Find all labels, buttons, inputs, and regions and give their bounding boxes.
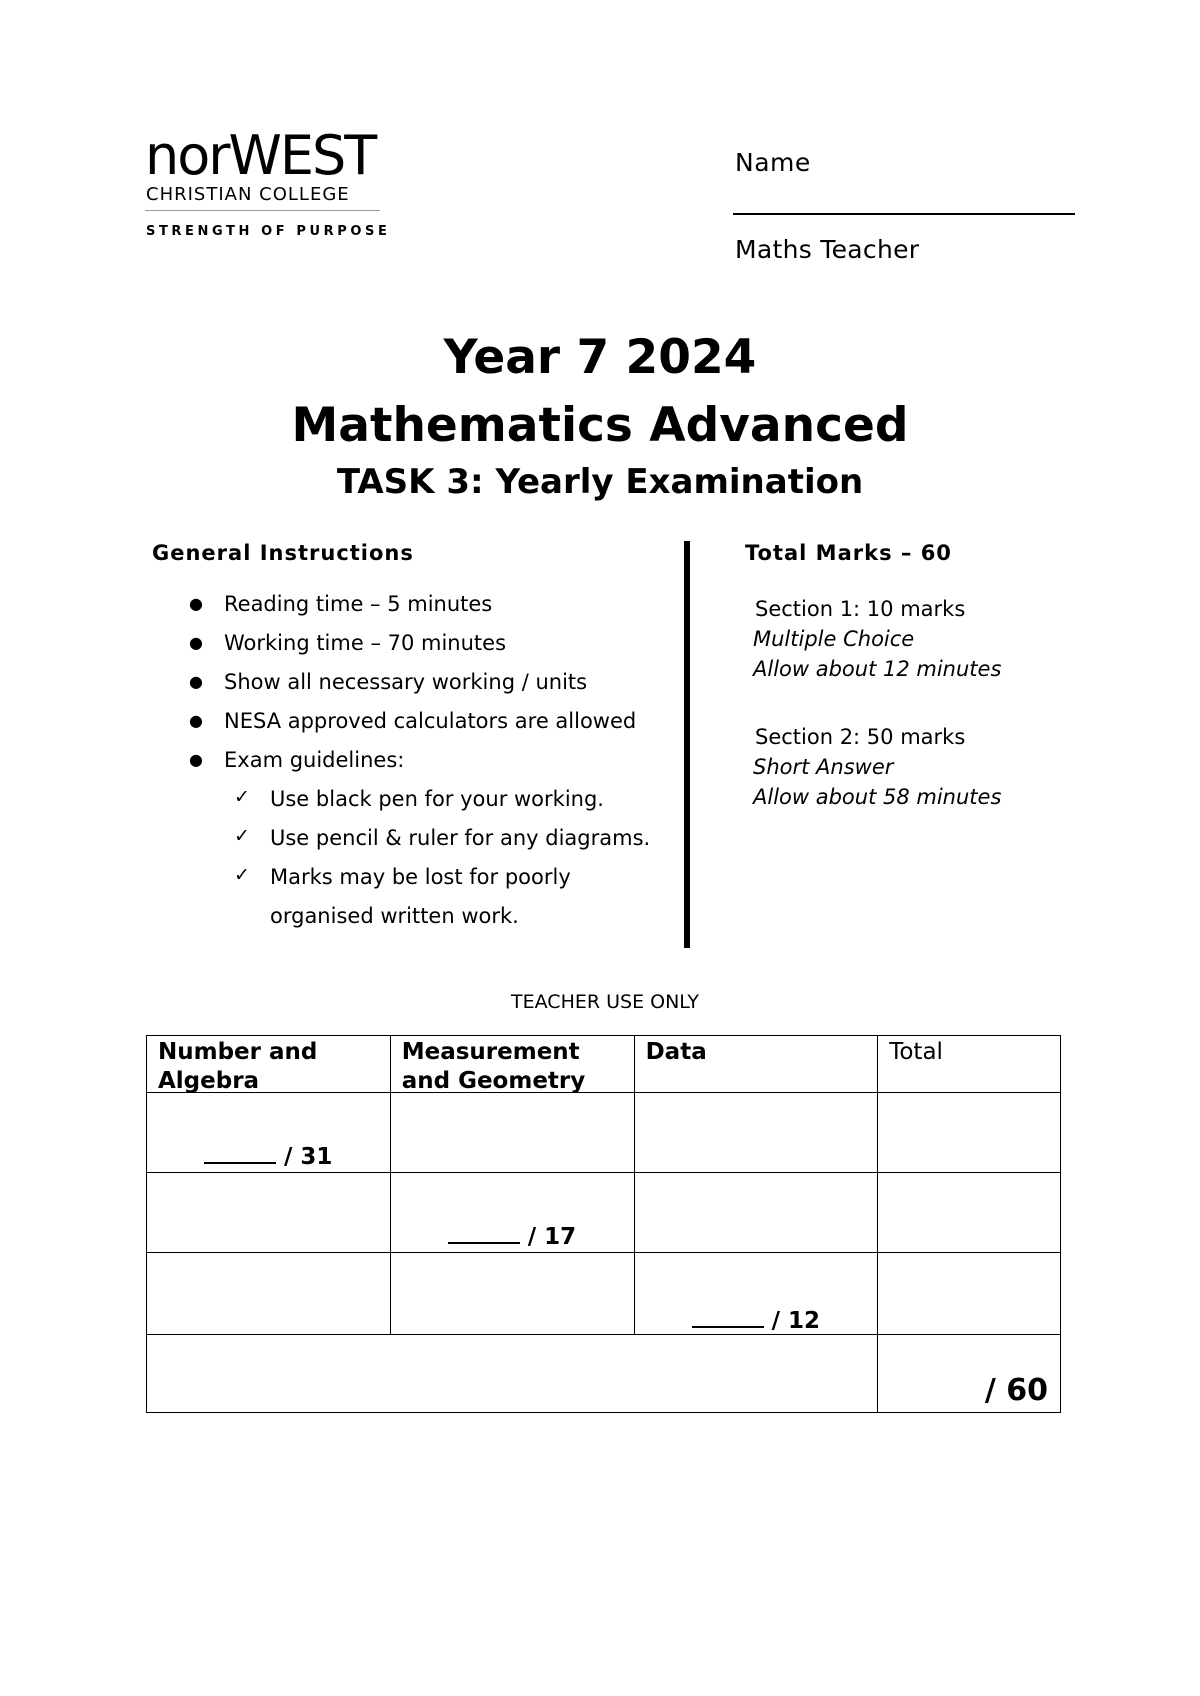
section-type: Short Answer [753, 755, 894, 779]
list-item: ● NESA approved calculators are allowed [189, 709, 637, 733]
list-item: ● Reading time – 5 minutes [189, 592, 493, 616]
name-label: Name [735, 148, 811, 177]
table-cell [878, 1253, 1061, 1335]
section-time: Allow about 58 minutes [753, 785, 1002, 809]
logo-divider [145, 210, 380, 211]
table-header-cell: Number and Algebra [147, 1036, 391, 1093]
logo-tagline: STRENGTH OF PURPOSE [146, 224, 391, 239]
total-score-cell[interactable] [878, 1335, 1061, 1413]
column-divider [684, 541, 690, 948]
checkmark-icon: ✓ [234, 825, 250, 847]
bullet-icon: ● [189, 711, 203, 730]
table-header-cell: Data [634, 1036, 878, 1093]
table-header-cell: Measurement and Geometry [390, 1036, 634, 1093]
checkmark-icon: ✓ [234, 864, 250, 886]
table-cell [634, 1173, 878, 1253]
name-line[interactable] [733, 213, 1075, 215]
table-cell [147, 1335, 878, 1413]
score-cell-measurement-geometry[interactable] [390, 1173, 634, 1253]
exam-year-title: Year 7 2024 [443, 330, 757, 385]
course-title: Mathematics Advanced [291, 398, 909, 453]
list-item: ● Exam guidelines: [189, 748, 405, 772]
score-cell-data[interactable] [634, 1253, 878, 1335]
total-marks-heading: Total Marks – 60 [745, 541, 952, 565]
section-time: Allow about 12 minutes [753, 657, 1002, 681]
table-row [147, 1173, 1061, 1253]
table-row [147, 1093, 1061, 1173]
table-cell [634, 1093, 878, 1173]
score-label: / 31 [204, 1144, 332, 1170]
bullet-icon: ● [189, 594, 203, 613]
table-cell [147, 1253, 391, 1335]
score-label: / 17 [448, 1224, 576, 1250]
checkmark-icon: ✓ [234, 786, 250, 808]
bullet-icon: ● [189, 672, 203, 691]
table-cell [147, 1173, 391, 1253]
teacher-use-caption: TEACHER USE ONLY [511, 991, 699, 1013]
table-row [147, 1253, 1061, 1335]
score-blank [204, 1144, 276, 1164]
maths-teacher-label: Maths Teacher [735, 235, 920, 264]
total-score-label: / 60 [984, 1373, 1048, 1408]
list-item: ✓ Marks may be lost for poorly [234, 864, 571, 889]
score-blank [448, 1224, 520, 1244]
table-row [147, 1335, 1061, 1413]
table-cell [390, 1253, 634, 1335]
logo-wordmark: norWEST [145, 124, 376, 187]
score-cell-number-algebra[interactable] [147, 1093, 391, 1173]
list-item: organised written work. [270, 904, 519, 928]
table-cell [390, 1093, 634, 1173]
section-title: Section 1: 10 marks [755, 597, 966, 621]
college-logo [145, 124, 391, 245]
list-item: ✓ Use pencil & ruler for any diagrams. [234, 825, 651, 850]
task-title: TASK 3: Yearly Examination [336, 462, 864, 502]
list-item: ● Show all necessary working / units [189, 670, 588, 694]
section-2-info [755, 722, 1001, 812]
section-type: Multiple Choice [753, 627, 915, 651]
score-label: / 12 [692, 1308, 820, 1334]
table-cell [878, 1173, 1061, 1253]
table-header-row [147, 1036, 1061, 1093]
bullet-icon: ● [189, 750, 203, 769]
section-title: Section 2: 50 marks [755, 725, 966, 749]
teacher-marks-table [146, 1035, 1061, 1413]
logo-subtitle: CHRISTIAN COLLEGE [146, 184, 350, 205]
general-instructions-heading: General Instructions [152, 541, 414, 565]
table-cell [878, 1093, 1061, 1173]
list-item: ● Working time – 70 minutes [189, 631, 507, 655]
list-item: ✓ Use black pen for your working. [234, 786, 604, 811]
bullet-icon: ● [189, 633, 203, 652]
score-blank [692, 1308, 764, 1328]
section-1-info [755, 594, 1001, 684]
table-header-cell: Total [878, 1036, 1061, 1093]
instructions-list [185, 592, 636, 787]
guidelines-list [230, 787, 650, 943]
